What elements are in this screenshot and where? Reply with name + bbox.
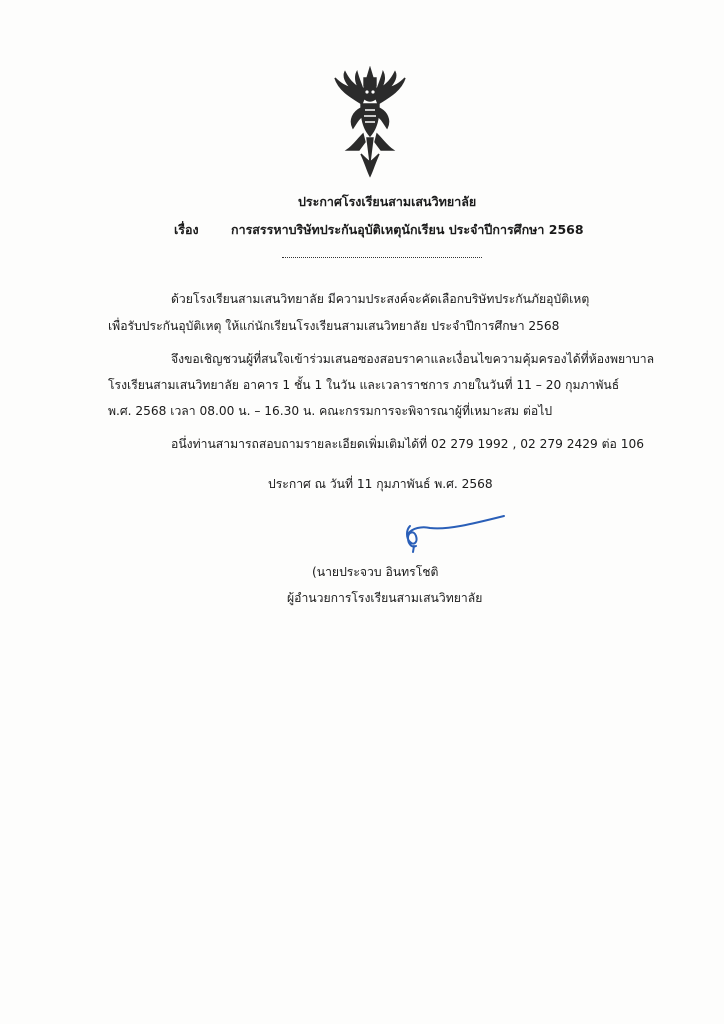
paragraph-3-contact: อนึ่งท่านสามารถสอบถามรายละเอียดเพิ่มเติมได้ที่ 02 279 1992 , 02 279 2429 ต่อ 106: [171, 437, 644, 451]
signer-name: (นายประจวบ อินทรโชติ: [312, 565, 439, 579]
garuda-emblem-icon: [331, 66, 409, 178]
signer-position: ผู้อำนวยการโรงเรียนสามเสนวิทยาลัย: [287, 591, 483, 605]
paragraph-1-line-1: ด้วยโรงเรียนสามเสนวิทยาลัย มีความประสงค์จะคัดเลือกบริษัทประกันภัยอุบัติเหตุ: [171, 292, 590, 306]
handwritten-signature: [392, 512, 512, 560]
paragraph-2-line-2: โรงเรียนสามเสนวิทยาลัย อาคาร 1 ชั้น 1 ในวัน และเวลาราชการ ภายในวันที่ 11 – 20 กุมภาพันธ์: [108, 378, 620, 392]
paragraph-2-line-1: จึงขอเชิญชวนผู้ที่สนใจเข้าร่วมเสนอซองสอบราคาและเงื่อนไขความคุ้มครองได้ที่ห้องพยาบาล: [171, 352, 655, 366]
announcement-date: ประกาศ ณ วันที่ 11 กุมภาพันธ์ พ.ศ. 2568: [268, 477, 493, 491]
document-heading: ประกาศโรงเรียนสามเสนวิทยาลัย: [298, 194, 477, 209]
dotted-divider: [282, 257, 482, 258]
subject-title: การสรรหาบริษัทประกันอุบัติเหตุนักเรียน ประจำปีการศึกษา 2568: [231, 222, 584, 237]
subject-label: เรื่อง: [174, 222, 199, 237]
paragraph-1-line-2: เพื่อรับประกันอุบัติเหตุ ให้แก่นักเรียนโรงเรียนสามเสนวิทยาลัย ประจำปีการศึกษา 2568: [108, 319, 560, 333]
paragraph-2-line-3: พ.ศ. 2568 เวลา 08.00 น. – 16.30 น. คณะกรรมการจะพิจารณาผู้ที่เหมาะสม ต่อไป: [108, 404, 553, 418]
